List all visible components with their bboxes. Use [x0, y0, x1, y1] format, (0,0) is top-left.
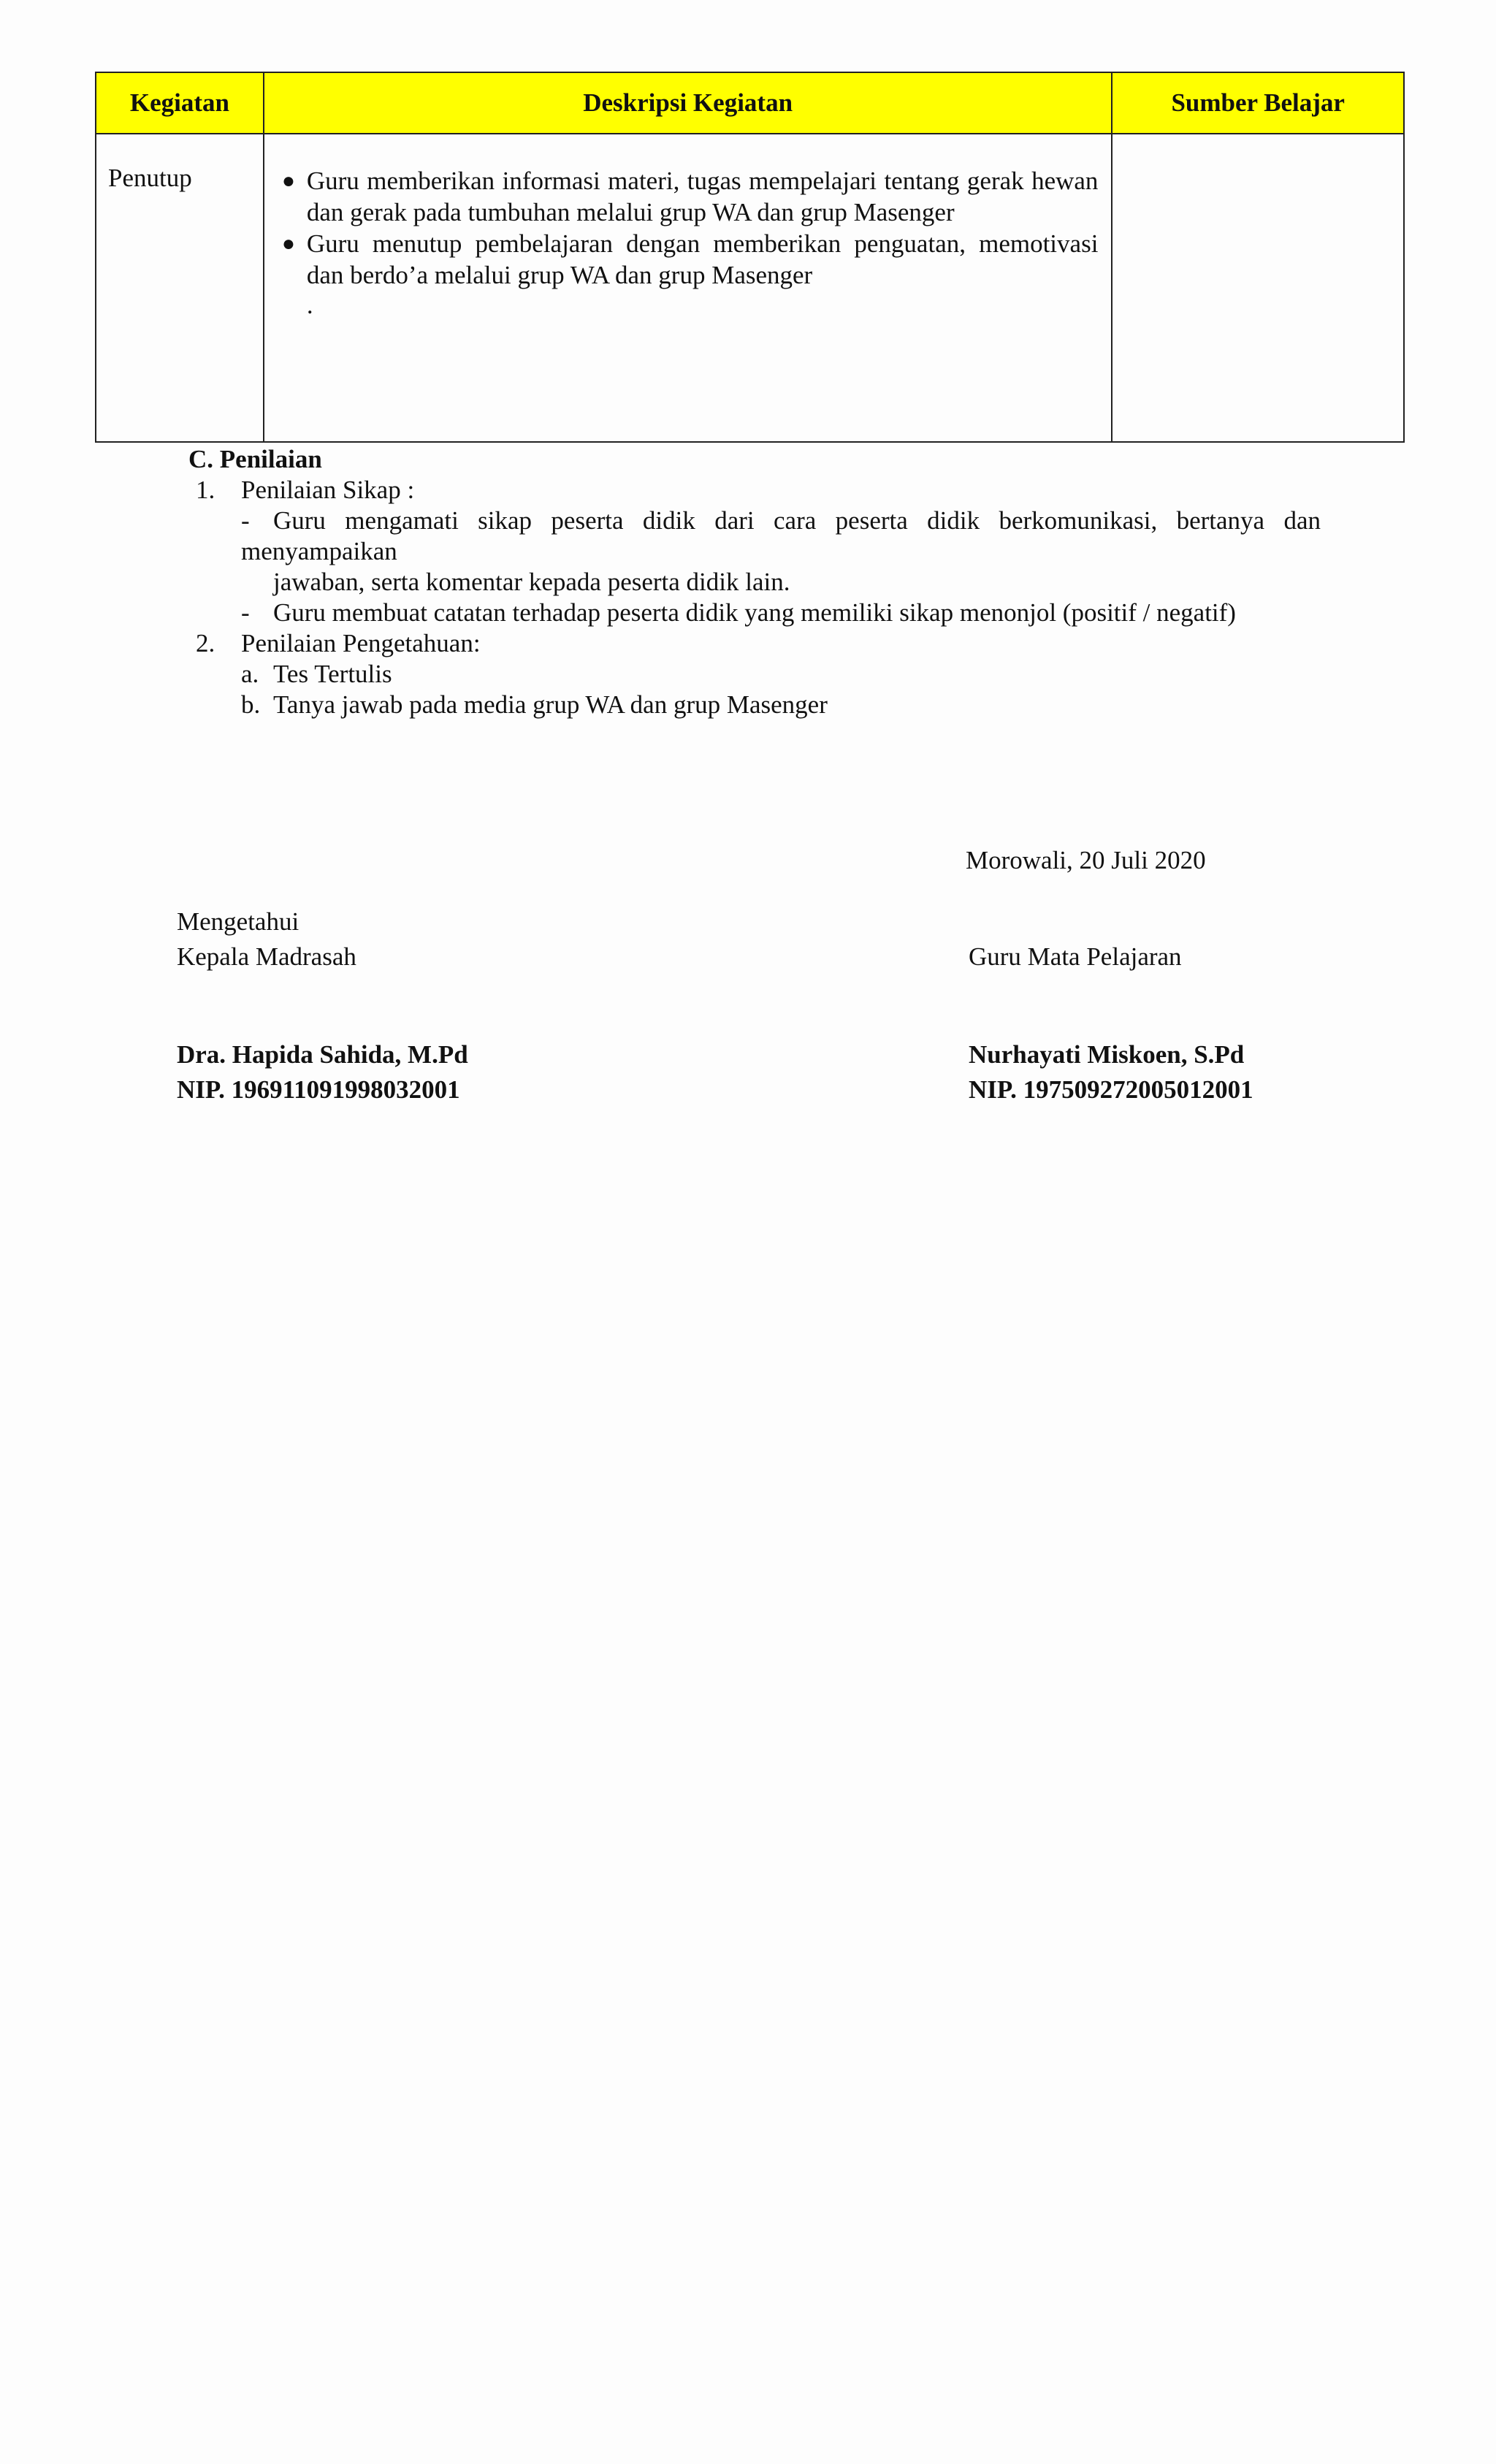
cell-deskripsi [264, 134, 1113, 442]
header-kegiatan: Kegiatan [96, 72, 264, 134]
section-heading: C. Penilaian [188, 445, 322, 473]
mengetahui-label: Mengetahui [177, 907, 299, 936]
cell-kegiatan: Penutup [96, 134, 264, 442]
letter-marker: a. [241, 660, 259, 688]
list-number: 2. [196, 629, 215, 657]
bullet-icon: ● [281, 169, 295, 193]
list-number: 1. [196, 476, 215, 504]
pengetahuan-item [188, 659, 1321, 690]
left-signer-name: Dra. Hapida Sahida, M.Pd [177, 1040, 468, 1069]
sikap-item-2 [188, 598, 1321, 628]
list-item [281, 165, 1099, 228]
sikap-item-2-text: Guru membuat catatan terhadap peserta didik yang memiliki sikap menonjol (positif / negatif) [273, 598, 1236, 627]
table-header-row [96, 72, 1404, 134]
right-signer-nip: NIP. 197509272005012001 [969, 1075, 1253, 1104]
pengetahuan-item-text: Tes Tertulis [273, 660, 392, 688]
left-signer-role: Kepala Madrasah [177, 942, 356, 971]
pengetahuan-item-text: Tanya jawab pada media grup WA dan grup Masenger [273, 690, 828, 719]
letter-marker: b. [241, 690, 261, 719]
sikap-item-1-line-2: menyampaikan [241, 537, 397, 565]
list-item [281, 228, 1099, 291]
dash-marker: - [241, 598, 250, 627]
right-signer-role: Guru Mata Pelajaran [969, 942, 1182, 971]
table-row [96, 134, 1404, 442]
bullet-icon: ● [281, 232, 295, 256]
list-item-text: Guru memberikan informasi materi, tugas mempelajari tentang gerak hewan dan gerak pada tumbuhan melalui grup WA dan grup Masenger [306, 167, 1099, 226]
dash-marker: - [241, 506, 250, 535]
right-signer-name: Nurhayati Miskoen, S.Pd [969, 1040, 1245, 1069]
sikap-title: Penilaian Sikap : [241, 476, 415, 504]
description-list [275, 165, 1099, 291]
sikap-item-1-line-1 [188, 506, 1321, 536]
header-sumber-belajar: Sumber Belajar [1112, 72, 1404, 134]
sikap-item-1-text: Guru mengamati sikap peserta didik dari cara peserta didik berkomunikasi, bertanya dan [273, 506, 1321, 535]
sikap-item-1-line-3: jawaban, serta komentar kepada peserta didik lain. [273, 568, 790, 596]
cell-sumber-belajar [1112, 134, 1404, 442]
left-signer-nip: NIP. 196911091998032001 [177, 1075, 460, 1104]
activity-table [95, 72, 1405, 443]
place-date: Morowali, 20 Juli 2020 [966, 846, 1206, 874]
penilaian-section [188, 444, 1321, 720]
sikap-title-row [188, 475, 1321, 506]
pengetahuan-item [188, 690, 1321, 720]
trailing-dot: . [306, 291, 313, 319]
header-deskripsi-kegiatan: Deskripsi Kegiatan [264, 72, 1113, 134]
list-item-text: Guru menutup pembelajaran dengan memberikan penguatan, memotivasi dan berdo’a melalui grup WA dan grup Masenger [306, 229, 1099, 289]
pengetahuan-title-row [188, 628, 1321, 659]
pengetahuan-title: Penilaian Pengetahuan: [241, 629, 481, 657]
